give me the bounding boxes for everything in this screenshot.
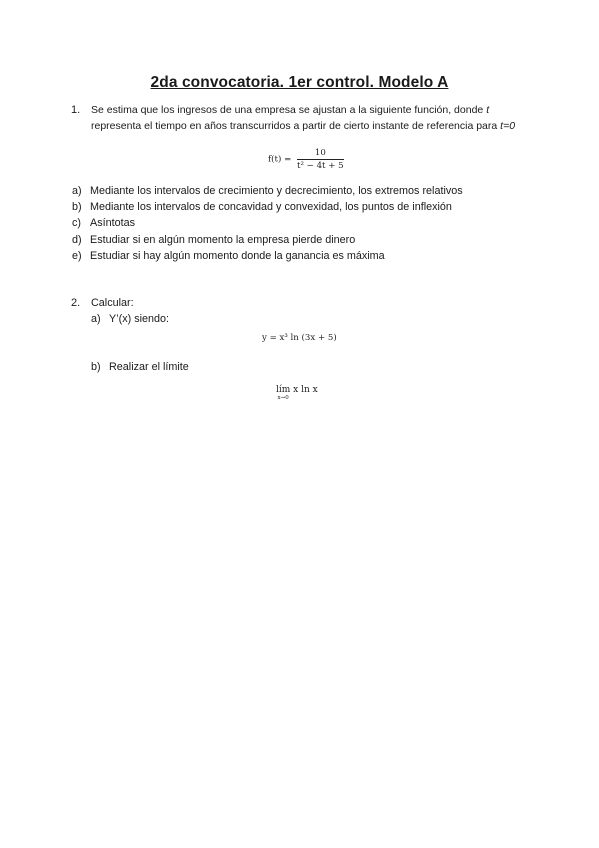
question-2-number: 2. [71, 297, 81, 309]
limit-expression: x ln x [293, 385, 318, 395]
variable-t: t [486, 104, 490, 116]
question-1-number: 1. [71, 104, 81, 116]
page-title: 2da convocatoria. 1er control. Modelo A [150, 74, 449, 91]
formula-limit [276, 386, 318, 401]
question-1-items [72, 183, 463, 264]
question-1-line-2: representa el tiempo en años transcurridos a partir de cierto instante de referencia para [91, 120, 498, 132]
formula-f-of-t [268, 148, 344, 171]
limit-operator: lím x→0 [276, 385, 291, 401]
list-item: e) Estudiar si hay algún momento donde la ganancia es máxima [72, 249, 385, 262]
formula-lhs: f(t) = [268, 154, 292, 165]
question-2-heading: Calcular: [91, 297, 134, 309]
list-item: c) Asíntotas [72, 217, 136, 230]
question-1-text [91, 102, 561, 134]
formula-numerator: 10 [297, 148, 344, 160]
limit-subscript: x→0 [277, 395, 289, 401]
formula-denominator: t² − 4t + 5 [297, 161, 344, 171]
reference-t-zero: t=0 [500, 120, 516, 132]
list-item: a) Mediante los intervalos de crecimiento y decrecimiento, los extremos relativos [72, 185, 463, 197]
list-item: b) Mediante los intervalos de concavidad y convexidad, los puntos de inflexión [72, 201, 452, 214]
question-1-line-1: Se estima que los ingresos de una empresa se ajustan a la siguiente función, donde [91, 104, 484, 116]
formula-fraction [297, 148, 344, 171]
formula-y-derivative: y = x³ ln (3x + 5) [262, 333, 337, 343]
question-2-item-b: b) Realizar el límite [91, 361, 189, 373]
question-2-item-a: a) Y’(x) siendo: [91, 313, 170, 325]
list-item: d) Estudiar si en algún momento la empresa pierde dinero [72, 233, 356, 246]
